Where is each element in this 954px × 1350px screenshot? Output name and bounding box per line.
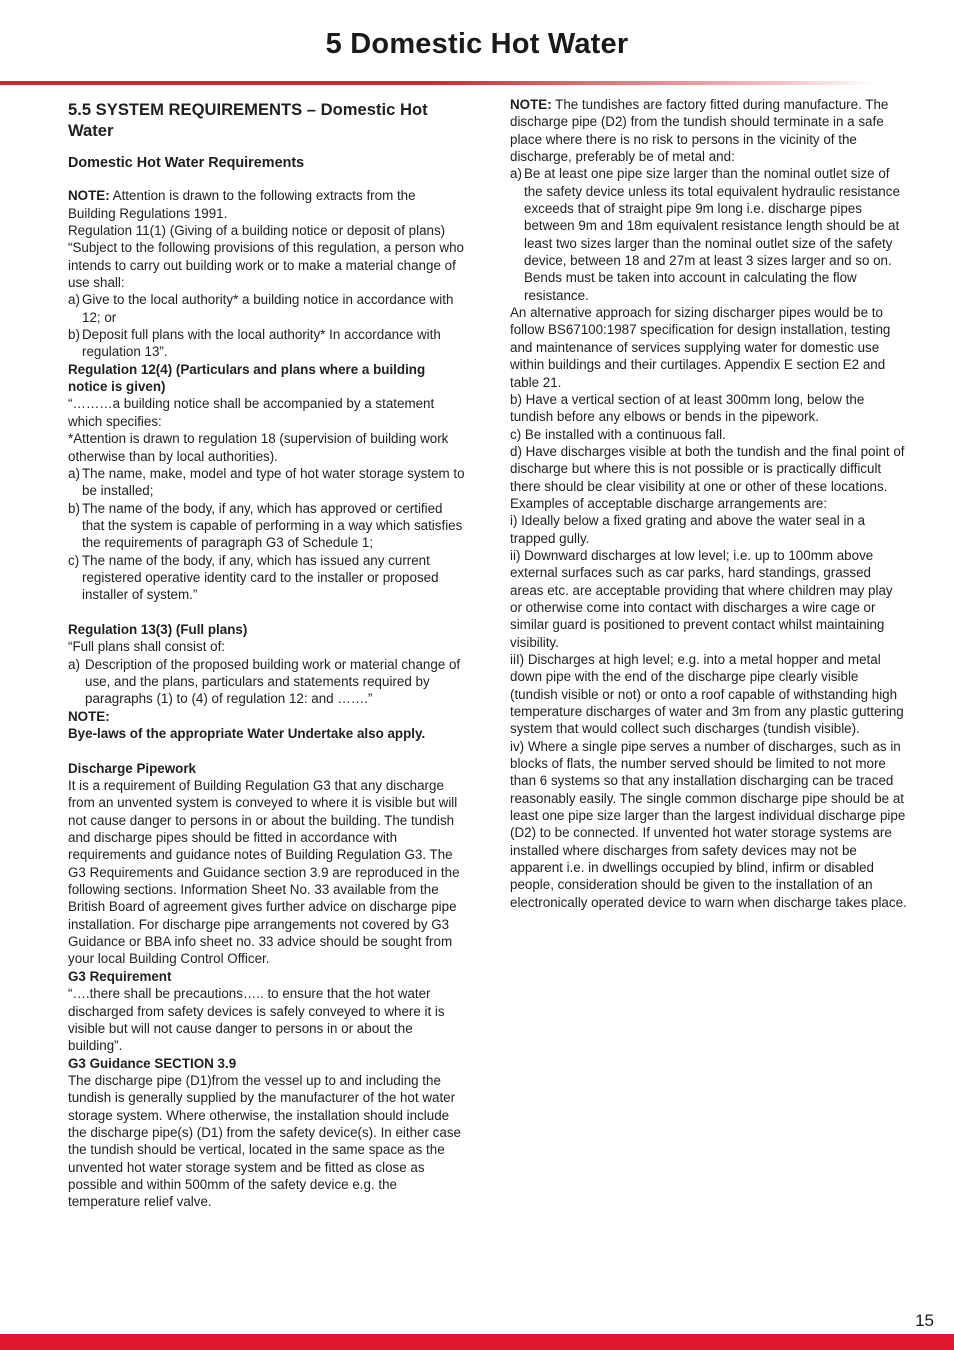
reg11-title: Regulation 11(1) (Giving of a building notice or deposit of plans) [68, 223, 446, 239]
list-marker: b) [68, 500, 80, 516]
item-iii: iiI) Discharges at high level; e.g. into a metal hopper and metal down pipe with the end of the discharge pipe clearly visible (tundish visible or not) or onto a roof capable of withstanding high temperature discharges of water and 3m from any plastic guttering system that would collect such discharges (tundish visible). [510, 652, 904, 737]
reg13-intro: “Full plans shall consist of: [68, 639, 226, 655]
list-item [68, 465, 466, 500]
list-marker: a) [68, 656, 80, 672]
g3-heading: G3 Requirement [68, 968, 172, 984]
left-column [68, 96, 466, 1211]
list-marker: a) [510, 166, 522, 182]
list-text: The name of the body, if any, which has issued any current registered operative identity card to the installer or proposed installer of system.” [82, 552, 439, 603]
subheading: Domestic Hot Water Requirements [68, 155, 305, 171]
list-marker: a) [68, 465, 80, 481]
list-item [68, 656, 466, 708]
list-text: The name, make, model and type of hot water storage system to be installed; [82, 465, 465, 499]
page-title: 5 Domestic Hot Water [325, 28, 629, 60]
g3-guidance-heading: G3 Guidance SECTION 3.9 [68, 1055, 237, 1071]
list-marker: a) [68, 292, 80, 308]
list-marker: c) [68, 552, 80, 568]
note-text: Attention is drawn to the following extracts from the Building Regulations 1991. [68, 188, 416, 221]
list-marker: b) [68, 327, 80, 343]
list-item [68, 291, 466, 326]
item-b: b) Have a vertical section of at least 300mm long, below the tundish before any elbows or bends in the pipework. [510, 391, 865, 425]
list-item [68, 552, 466, 604]
item-i: i) Ideally below a fixed grating and above the water seal in a trapped gully. [510, 513, 866, 546]
footer-bar [0, 1334, 954, 1350]
list-item [68, 326, 466, 361]
g3-text: “….there shall be precautions….. to ensure that the hot water discharged from safety devices is safely conveyed to where it is visible but will not cause danger to persons in or about the building”. [68, 986, 445, 1054]
list-text: Deposit full plans with the local authority* In accordance with regulation 13”. [82, 327, 441, 360]
discharge-heading: Discharge Pipework [68, 760, 197, 776]
list-text: The name of the body, if any, which has approved or certified that the system is capable of performing in a way which satisfies the requirements of paragraph G3 of Schedule 1; [82, 500, 463, 551]
item-ii: ii) Downward discharges at low level; i.e. up to 100mm above external surfaces such as car parks, hard standings, grassed areas etc. are acceptable providing that where children may play or otherwise come into contact with discharges a wire cage or similar guard is positioned to prevent contact whilst maintaining visibility. [510, 547, 893, 650]
reg13-heading: Regulation 13(3) (Full plans) [68, 621, 248, 637]
right-column [510, 96, 908, 911]
reg12-heading: Regulation 12(4) (Particulars and plans where a building notice is given) [68, 361, 426, 395]
title-divider [0, 81, 954, 85]
list-item [510, 165, 908, 304]
reg11-quote: “Subject to the following provisions of this regulation, a person who intends to carry out building work or to make a material change of use shall: [68, 240, 464, 291]
note-paragraph [510, 96, 908, 165]
g3-guidance-text: The discharge pipe (D1)from the vessel up to and including the tundish is generally supplied by the manufacturer of the hot water storage system. Where otherwise, the installation should include the discharge pipe(s) (D1) from the safety device(s). In either case the tundish should be vertical, located in the same space as the unvented hot water storage system and be fitted as close as possible and within 500mm of the safety device e.g. the temperature relief valve. [68, 1072, 461, 1210]
note-text: The tundishes are factory fitted during manufacture. The discharge pipe (D2) from the tundish should terminate in a safe place where there is no risk to persons in the vicinity of the discharge, preferably be of metal and: [510, 97, 889, 165]
reg12-quote: “………a building notice shall be accompanied by a statement which specifies: [68, 396, 435, 429]
note-paragraph [68, 187, 466, 222]
byelaws-text: Bye-laws of the appropriate Water Undertake also apply. [68, 726, 426, 741]
page-number: 15 [915, 1311, 934, 1330]
spacer [68, 604, 466, 621]
discharge-text: It is a requirement of Building Regulation G3 that any discharge from an unvented system is conveyed to where it is visible but will not cause danger to persons in or about the building. The tundish and discharge pipes should be fitted in accordance with requirements and guidance notes of Building Regulation G3. The G3 Requirements and Guidance section 3.9 are reproduced in the following sections. Information Sheet No. 33 available from the British Board of agreement gives further advice on discharge pipe installation. For discharge pipe arrangements not covered by G3 Guidance or BBA info sheet no. 33 advice should be sought from your local Building Control Officer. [68, 778, 460, 967]
note-label: NOTE: [68, 188, 110, 204]
item-c: c) Be installed with a continuous fall. [510, 426, 726, 442]
list-item [68, 500, 466, 552]
list-text: Be at least one pipe size larger than the nominal outlet size of the safety device unless its total equivalent hydraulic resistance exceeds that of straight pipe 9m long i.e. discharge pipes between 9m and 18m equivalent resistance length should be at least two sizes larger than the nominal outlet size of the safety device, between 18 and 27m at least 3 sizes larger and so on. Bends must be taken into account in calculating the flow resistance. [524, 166, 900, 303]
item-iv: iv) Where a single pipe serves a number of discharges, such as in blocks of flats, the number served should be limited to not more than 6 systems so that any installation discharging can be traced reasonably easily. The single common discharge pipe should be at least one pipe size larger than the largest individual discharge pipe (D2) to be connected. If unvented hot water storage systems are installed where discharges from safety devices may not be apparent i.e. in dwellings occupied by blind, infirm or disabled people, consideration should be given to the installation of an electronically operated device to warn when discharge takes place. [510, 738, 907, 910]
note-label: NOTE: [510, 97, 552, 112]
section-title: 5.5 SYSTEM REQUIREMENTS – Domestic Hot Water [68, 100, 428, 140]
list-text: Give to the local authority* a building notice in accordance with 12; or [82, 292, 454, 325]
reg12-attention: *Attention is drawn to regulation 18 (supervision of building work otherwise than by local authorities). [68, 431, 449, 464]
alternative-text: An alternative approach for sizing discharger pipes would be to follow BS67100:1987 specification for design installation, testing and maintenance of services supplying water for domestic use within buildings and their curtilages. Appendix E section E2 and table 21. [510, 305, 891, 390]
list-text: Description of the proposed building work or material change of use, and the plans, particulars and statements required by paragraphs (1) to (4) of regulation 12: and …….” [85, 656, 461, 707]
item-d: d) Have discharges visible at both the tundish and the final point of discharge but where this is not possible or is practically difficult there should be clear visibility at one or other of these locations. Examples of acceptable discharge arrangements are: [510, 443, 905, 511]
spacer [68, 742, 466, 759]
note2-label: NOTE: [68, 708, 110, 724]
